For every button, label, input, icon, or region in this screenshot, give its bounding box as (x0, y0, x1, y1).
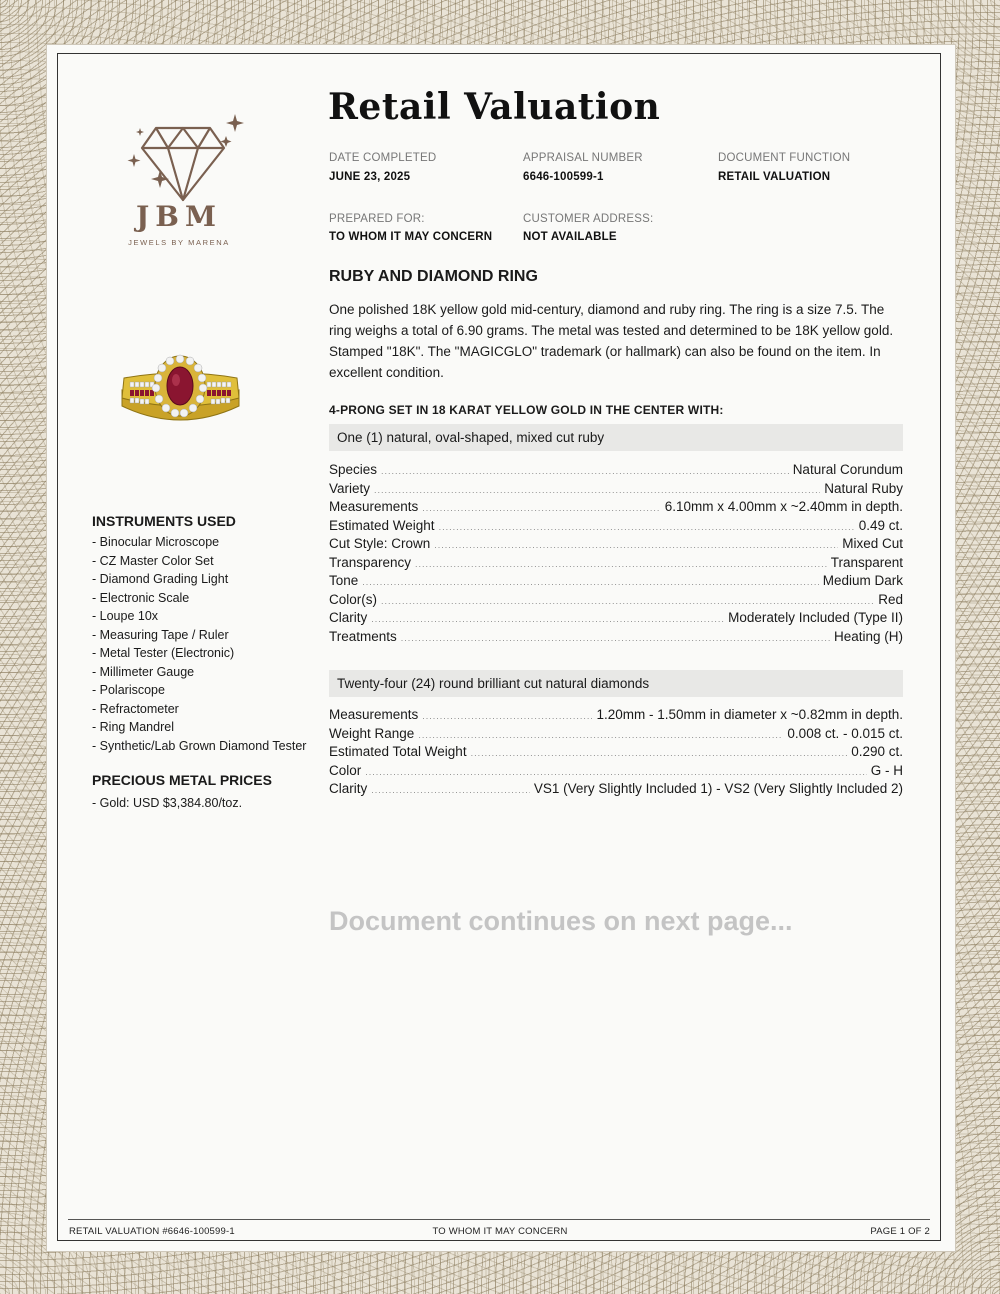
diamond-details (329, 706, 903, 799)
footer-right: PAGE 1 OF 2 (870, 1226, 930, 1237)
list-item: - Binocular Microscope (92, 535, 220, 549)
footer-divider (68, 1219, 930, 1220)
list-item: - Ring Mandrel (92, 720, 174, 734)
list-item: - Synthetic/Lab Grown Diamond Tester (92, 738, 307, 753)
metal-prices-heading: PRECIOUS METAL PRICES (92, 772, 272, 788)
diamond-icon (118, 108, 258, 208)
ruby-row-species: Species ..... Natural Corundum (329, 461, 903, 480)
ruby-row-clarity: Clarity ..... Moderately Included (Type II) (329, 609, 903, 628)
instruments-heading: INSTRUMENTS USED (92, 513, 236, 529)
diamonds-summary: Twenty-four (24) round brilliant cut natural diamonds (329, 670, 903, 697)
company-logo (118, 108, 258, 253)
document-function-label: DOCUMENT FUNCTION (718, 152, 851, 164)
list-item: - Diamond Grading Light (92, 572, 229, 586)
list-item: - Millimeter Gauge (92, 664, 195, 679)
ruby-row-tone: Tone ..... Medium Dark (329, 572, 903, 591)
document-title: Retail Valuation (328, 86, 661, 128)
ruby-row-cut-style: Cut Style: Crown ..... Mixed Cut (329, 535, 903, 554)
setting-heading: 4-PRONG SET IN 18 KARAT YELLOW GOLD IN THE CENTER WITH: (329, 403, 724, 417)
list-item: - Metal Tester (Electronic) (92, 646, 235, 660)
list-item: - Refractometer (92, 701, 179, 716)
diamond-row-color: Color ..... G - H (329, 762, 903, 781)
ring-photo (118, 348, 243, 430)
ruby-row-treatments: Treatments ..... Heating (H) (329, 628, 903, 647)
instruments-list (92, 533, 322, 755)
diamond-row-total-weight: Estimated Total Weight ..... 0.290 ct. (329, 743, 903, 762)
prepared-for-value: TO WHOM IT MAY CONCERN (329, 231, 493, 243)
metal-prices-list (92, 794, 322, 813)
date-completed-label: DATE COMPLETED (329, 152, 437, 164)
ruby-row-color: Color(s) ..... Red (329, 591, 903, 610)
item-description: One polished 18K yellow gold mid-century, diamond and ruby ring. The ring is a size 7.5. The ring weighs a total of 6.90 grams. The metal was tested and determined to be 18K yellow gold. Stamped "18K". The "MAGICGLO" trademark (or hallmark) can also be found on the item. In excellent condition. (329, 302, 894, 380)
ruby-row-weight: Estimated Weight ..... 0.49 ct. (329, 517, 903, 536)
prepared-for-label: PREPARED FOR: (329, 213, 425, 225)
customer-address-value: NOT AVAILABLE (523, 231, 617, 243)
ruby-row-transparency: Transparency ..... Transparent (329, 554, 903, 573)
logo-tagline: JEWELS BY MARENA (128, 238, 230, 247)
diamond-row-measurements: Measurements ..... 1.20mm - 1.50mm in diameter x ~0.82mm in depth. (329, 706, 903, 725)
list-item: - Gold: USD $3,384.80/toz. (92, 796, 243, 810)
list-item: - Electronic Scale (92, 590, 190, 605)
date-completed-value: JUNE 23, 2025 (329, 171, 411, 183)
diamond-row-weight-range: Weight Range ..... 0.008 ct. - 0.015 ct. (329, 725, 903, 744)
continues-note: Document continues on next page... (329, 906, 793, 936)
item-heading: RUBY AND DIAMOND RING (329, 268, 538, 285)
diamond-row-clarity: Clarity ..... VS1 (Very Slightly Included 1) - VS2 (Very Slightly Included 2) (329, 780, 903, 799)
ruby-row-variety: Variety ..... Natural Ruby (329, 480, 903, 499)
ruby-summary: One (1) natural, oval-shaped, mixed cut ruby (329, 424, 903, 451)
logo-mark: JBM (136, 200, 222, 233)
footer-center: TO WHOM IT MAY CONCERN (432, 1226, 568, 1237)
footer-left: RETAIL VALUATION #6646-100599-1 (69, 1226, 235, 1237)
document-function-value: RETAIL VALUATION (718, 171, 831, 183)
list-item: - Polariscope (92, 683, 165, 697)
customer-address-label: CUSTOMER ADDRESS: (523, 213, 654, 225)
list-item: - Measuring Tape / Ruler (92, 627, 229, 642)
appraisal-number-label: APPRAISAL NUMBER (523, 152, 643, 164)
appraisal-number-value: 6646-100599-1 (523, 171, 604, 183)
ruby-details (329, 461, 903, 646)
list-item: - Loupe 10x (92, 609, 159, 623)
ruby-row-measurements: Measurements ..... 6.10mm x 4.00mm x ~2.40mm in depth. (329, 498, 903, 517)
list-item: - CZ Master Color Set (92, 553, 214, 568)
